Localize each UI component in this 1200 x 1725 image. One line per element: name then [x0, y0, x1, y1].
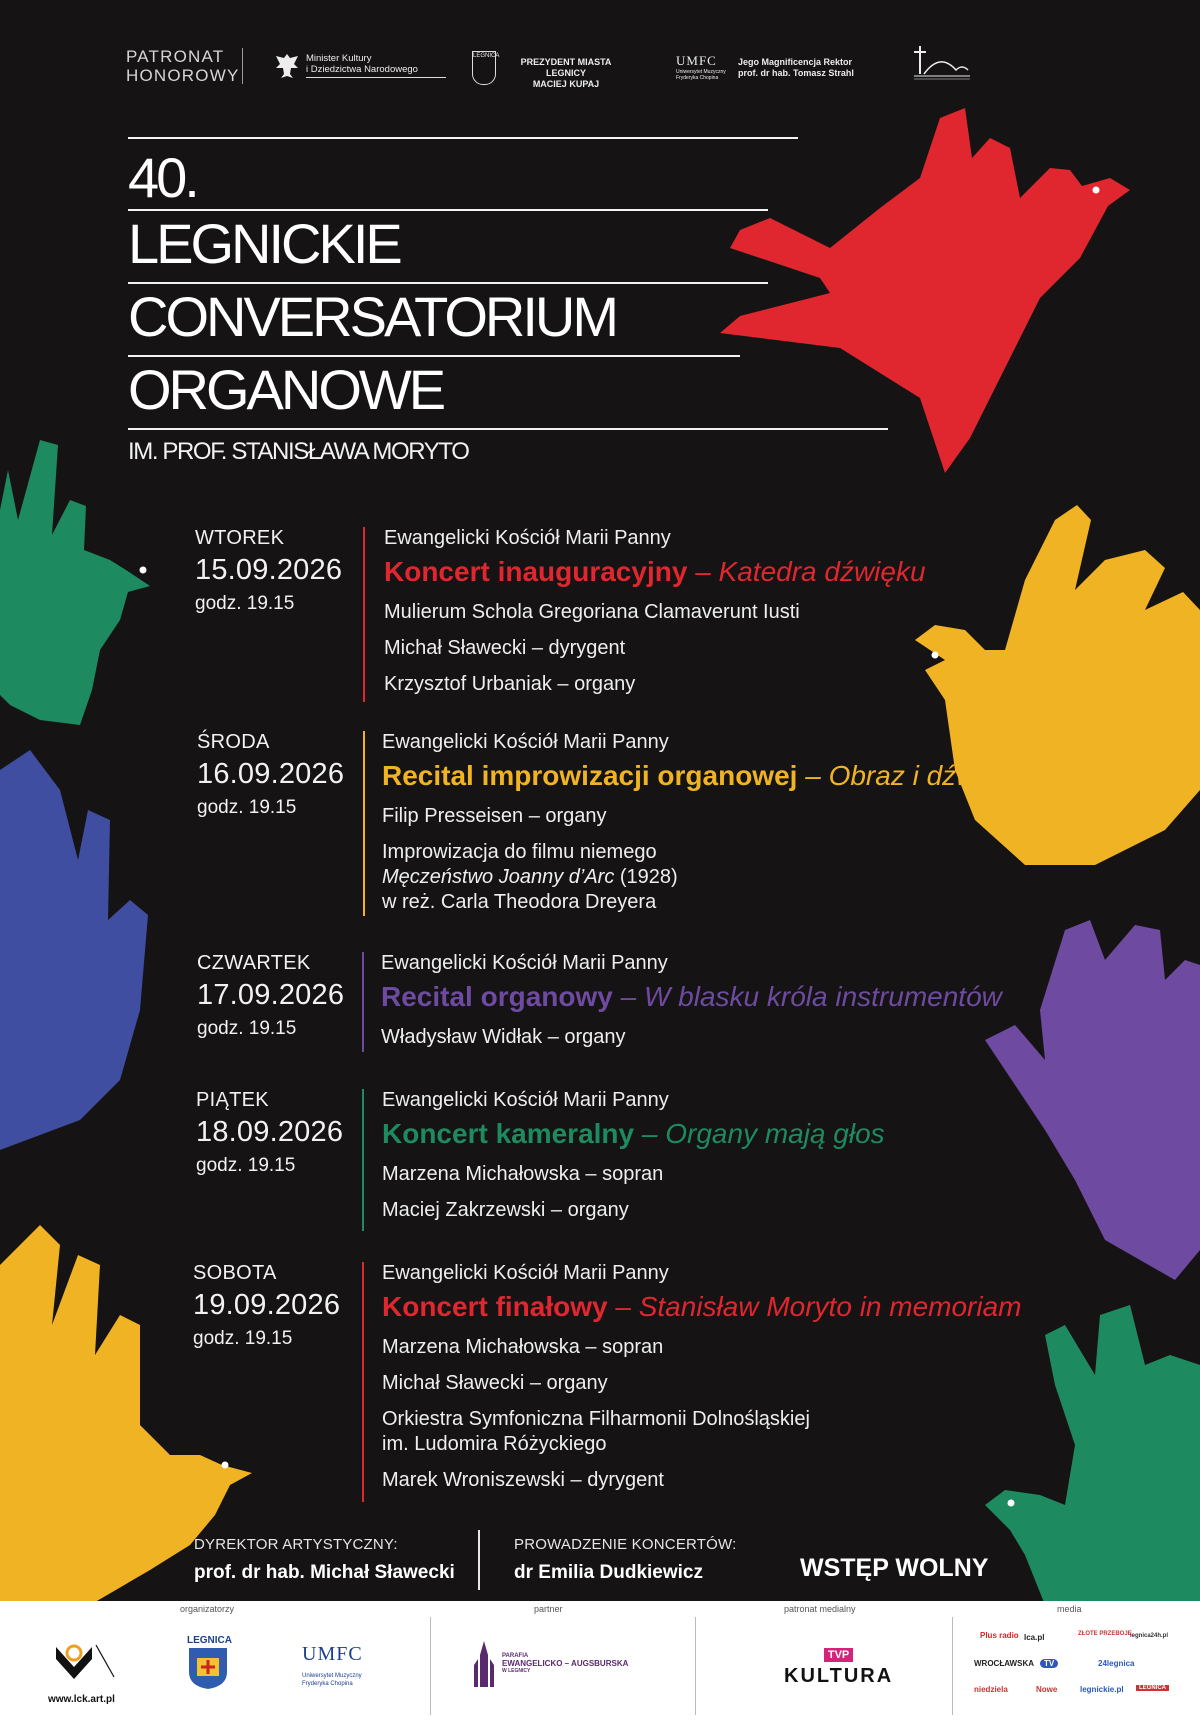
patronage-label-line1: PATRONAT: [126, 47, 225, 66]
performer-line: Michał Sławecki – dyrygent: [384, 637, 626, 659]
blue-hand-icon: [0, 750, 150, 1150]
rector-line2: prof. dr hab. Tomasz Strahl: [738, 68, 854, 78]
patronage-divider: [242, 48, 243, 84]
band-separator: [952, 1617, 953, 1715]
title-line2: CONVERSATORIUM: [128, 285, 616, 348]
diocese-logo-icon: [910, 44, 974, 82]
conductor-line: Marek Wroniszewski – dyrygent: [382, 1469, 664, 1491]
event-time: godz. 19.15: [197, 797, 297, 818]
event-accent-bar: [363, 527, 365, 702]
church-icon: [472, 1641, 496, 1687]
host-label: PROWADZENIE KONCERTÓW:: [514, 1536, 737, 1553]
event-day: CZWARTEK: [197, 952, 311, 974]
event-date-block: [195, 527, 342, 615]
media-logo: WROCŁAWSKA: [974, 1659, 1034, 1668]
event-date: 16.09.2026: [197, 758, 345, 790]
media-label: media: [1057, 1604, 1082, 1614]
event-title-line: [382, 1291, 1022, 1323]
media-patron-label: patronat medialny: [784, 1604, 856, 1614]
event-accent-bar: [362, 1089, 364, 1231]
film-director-line: w reż. Carla Theodora Dreyera: [382, 891, 657, 913]
lck-logo: [48, 1637, 128, 1717]
event-accent-bar: [362, 952, 364, 1052]
rector-logo: [738, 57, 854, 79]
parish-line2: EWANGELICKO – AUGSBURSKA: [502, 1659, 629, 1668]
tvp-kultura-logo: [784, 1645, 893, 1688]
event-accent-bar: [363, 731, 365, 916]
patronage-label: [126, 47, 239, 85]
event-subtitle: – Obraz i dźwięk: [805, 760, 1013, 791]
patronage-label-line2: HONOROWY: [126, 66, 240, 85]
umfc-footer-sub1: Uniwersytet Muzyczny: [302, 1673, 362, 1679]
event-subtitle: – W blasku króla instrumentów: [620, 981, 1002, 1012]
performer-line: Krzysztof Urbaniak – organy: [384, 673, 636, 695]
parish-logo: [472, 1641, 629, 1692]
legnica-logo: [187, 1635, 231, 1695]
film-title: Męczeństwo Joanny d’Arc: [382, 866, 615, 888]
red-hand-bird-icon: [710, 98, 1130, 478]
event-venue: Ewangelicki Kościół Marii Panny: [382, 731, 669, 753]
event-time: godz. 19.15: [196, 1155, 296, 1176]
event-venue: Ewangelicki Kościół Marii Panny: [384, 527, 671, 549]
edition-number: 40.: [128, 146, 197, 209]
performer-line: Michał Sławecki – organy: [382, 1372, 608, 1394]
event-title-line: [382, 760, 1012, 792]
film-line1: Improwizacja do filmu niemego: [382, 841, 657, 863]
umfc-header-logo: [676, 53, 736, 81]
event-day: ŚRODA: [197, 731, 270, 753]
parish-line1: PARAFIA: [502, 1653, 529, 1659]
media-logo: legnica24h.pl: [1130, 1633, 1169, 1639]
event-accent-bar: [362, 1262, 364, 1502]
event-date-block: [197, 952, 344, 1040]
parish-line3: W LEGNICY: [502, 1668, 531, 1674]
event-time: godz. 19.15: [195, 593, 295, 614]
title-rule: [128, 282, 768, 284]
title-rule: [128, 137, 798, 139]
title-line1: LEGNICKIE: [128, 212, 400, 275]
sponsors-band: [0, 1601, 1200, 1725]
event-details: [382, 1089, 885, 1222]
kultura-word: KULTURA: [784, 1665, 894, 1687]
media-logo: Nowe: [1036, 1685, 1058, 1694]
legnica-crest-text: LEGNICA: [473, 53, 500, 59]
event-date-block: [197, 731, 344, 819]
media-logo: lca.pl: [1024, 1633, 1045, 1642]
umfc-header-sub: Uniwersytet Muzyczny Fryderyka Chopina: [676, 69, 726, 81]
umfc-footer-sub2: Fryderyka Chopina: [302, 1681, 353, 1687]
event-title-line: [384, 556, 926, 588]
performer-line: Marzena Michałowska – sopran: [382, 1163, 664, 1185]
ministry-line2: i Dziedzictwa Narodowego: [306, 64, 418, 75]
mayor-line1: PREZYDENT MIASTA LEGNICY: [520, 57, 612, 78]
event-date: 17.09.2026: [197, 979, 345, 1011]
green-hand-bird-icon: [0, 440, 160, 730]
event-day: WTOREK: [195, 527, 285, 549]
legnica-logo-text: LEGNICA: [187, 1635, 232, 1646]
media-logo: 24legnica: [1098, 1659, 1135, 1668]
band-separator: [695, 1617, 696, 1715]
event-venue: Ewangelicki Kościół Marii Panny: [381, 952, 668, 974]
event-title: Recital organowy: [381, 981, 613, 1012]
ministry-line1: Minister Kultury: [306, 53, 372, 64]
band-separator: [430, 1617, 431, 1715]
rector-line1: Jego Magnificencja Rektor: [738, 57, 853, 67]
free-entry: WSTĘP WOLNY: [800, 1554, 989, 1582]
eagle-emblem-icon: [274, 52, 300, 80]
title-rule: [128, 428, 888, 430]
event-title: Koncert finałowy: [382, 1291, 608, 1322]
event-title-line: [382, 1118, 885, 1150]
director-label: DYREKTOR ARTYSTYCZNY:: [194, 1536, 398, 1553]
credits-divider: [478, 1530, 480, 1590]
film-title-line: [382, 866, 1012, 889]
event-title: Koncert inauguracyjny: [384, 556, 688, 587]
umfc-footer-word: UMFC: [302, 1643, 363, 1665]
tvp-badge: TVP: [824, 1648, 853, 1662]
lck-emblem-icon: [48, 1637, 118, 1687]
title-rule: [128, 355, 740, 357]
event-date-block: [196, 1089, 343, 1177]
umfc-header-word: UMFC: [676, 53, 717, 68]
credits: [0, 1530, 1200, 1600]
director-name: prof. dr hab. Michał Sławecki: [194, 1562, 455, 1583]
mayor-line2: MACIEJ KUPAJ: [532, 79, 600, 89]
host-name: dr Emilia Dudkiewicz: [514, 1562, 703, 1583]
media-logo: Plus radio: [980, 1631, 1019, 1640]
festival-subtitle: IM. PROF. STANISŁAWA MORYTO: [128, 438, 469, 465]
event-time: godz. 19.15: [193, 1328, 293, 1349]
event-date: 19.09.2026: [193, 1289, 341, 1321]
orchestra-line2: im. Ludomira Różyckiego: [382, 1433, 607, 1455]
legnica-crest-icon: [187, 1646, 229, 1690]
event-day: SOBOTA: [193, 1262, 277, 1284]
event-date-block: [193, 1262, 340, 1350]
legnica-crest-icon: [472, 51, 500, 85]
event-subtitle: – Stanisław Moryto in memoriam: [615, 1291, 1022, 1322]
media-logo: legnickie.pl: [1080, 1685, 1124, 1694]
event-subtitle: – Organy mają głos: [641, 1118, 885, 1149]
event-date: 15.09.2026: [195, 554, 343, 586]
event-details: [382, 731, 1012, 914]
title-rule: [128, 209, 768, 211]
event-venue: Ewangelicki Kościół Marii Panny: [382, 1262, 669, 1284]
lck-url: www.lck.art.pl: [48, 1694, 115, 1705]
performer-line: Filip Presseisen – organy: [382, 805, 607, 827]
event-title: Koncert kameralny: [382, 1118, 635, 1149]
film-year: (1928): [614, 866, 678, 888]
event-subtitle: – Katedra dźwięku: [695, 556, 926, 587]
media-logo: niedziela: [974, 1685, 1008, 1694]
organizers-label: organizatorzy: [180, 1604, 235, 1614]
event-date: 18.09.2026: [196, 1116, 344, 1148]
event-details: [382, 1262, 1022, 1492]
event-time: godz. 19.15: [197, 1018, 297, 1039]
event-title: Recital improwizacji organowej: [382, 760, 798, 791]
performer-line: Władysław Widłak – organy: [381, 1026, 626, 1048]
media-logo: ZŁOTE PRZEBOJE: [1078, 1631, 1132, 1637]
media-logo: LEGNICA: [1136, 1685, 1169, 1691]
performer-line: Maciej Zakrzewski – organy: [382, 1199, 629, 1221]
performer-line: Mulierum Schola Gregoriana Clamaverunt Iusti: [384, 601, 800, 623]
partner-label: partner: [534, 1604, 563, 1614]
title-line3: ORGANOWE: [128, 358, 444, 421]
event-day: PIĄTEK: [196, 1089, 269, 1111]
event-title-line: [381, 981, 1002, 1013]
performer-line: Marzena Michałowska – sopran: [382, 1336, 664, 1358]
purple-hand-icon: [985, 920, 1200, 1280]
media-logo: TV: [1040, 1659, 1058, 1668]
event-details: [381, 952, 1002, 1049]
event-venue: Ewangelicki Kościół Marii Panny: [382, 1089, 669, 1111]
umfc-footer-logo: [302, 1643, 363, 1688]
event-details: [384, 527, 926, 696]
orchestra-line1: Orkiestra Symfoniczna Filharmonii Dolnośląskiej: [382, 1408, 810, 1430]
